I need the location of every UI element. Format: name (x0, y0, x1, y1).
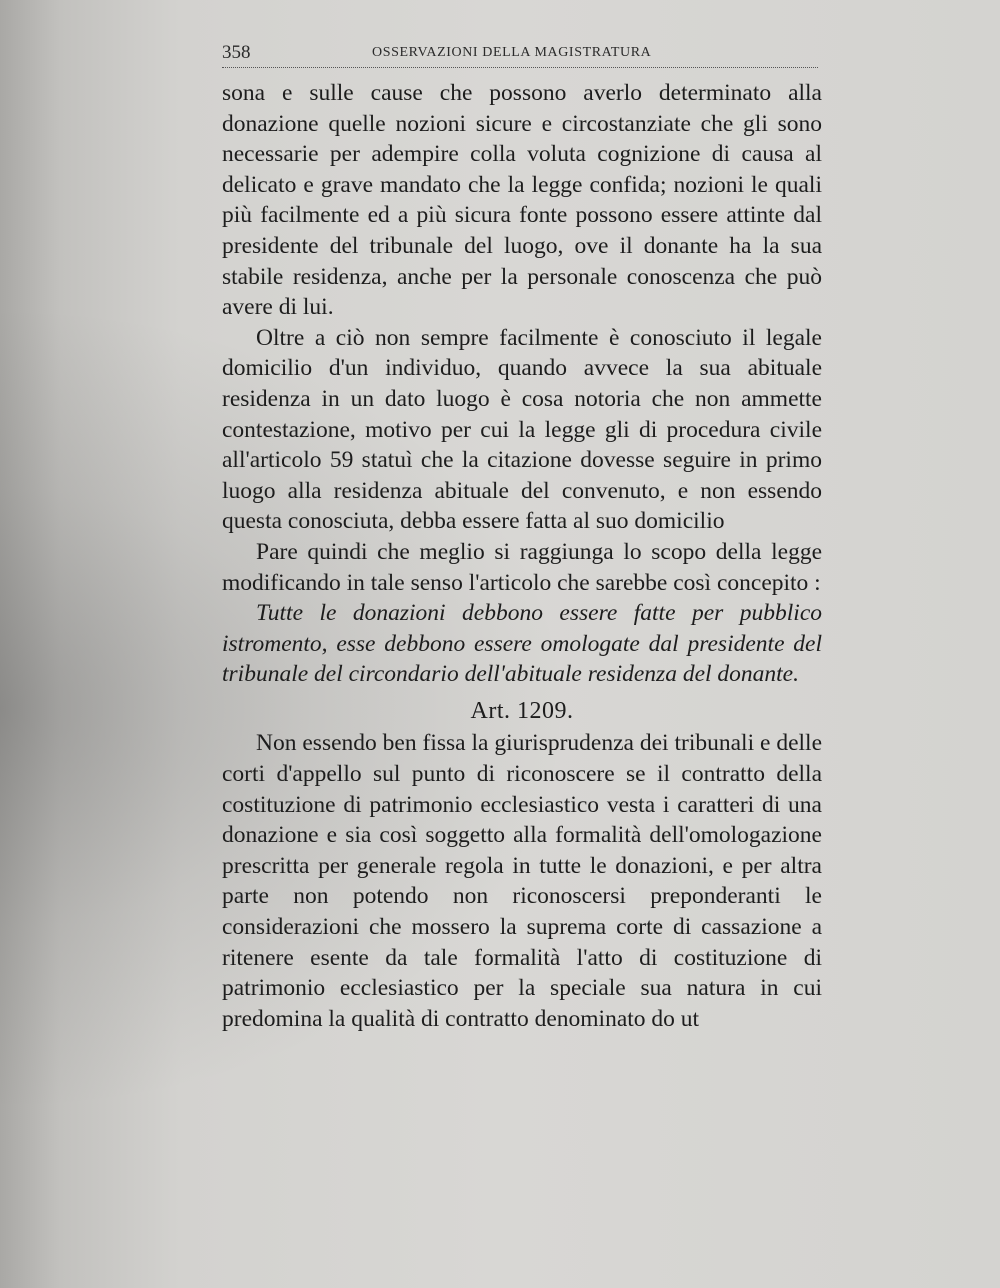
page-number: 358 (222, 42, 251, 63)
paragraph-continued: sona e sulle cause che possono averlo determinato alla donazione quelle nozioni sicure e circostanziate che gli sono necessarie per adempire colla voluta cognizione di causa al delicato e grave mandato che la legge confida; nozioni le quali più facilmente ed a più sicura fonte possono essere attinte dal presidente del tribunale del luogo, ove il donante ha la sua stabile residenza, anche per la personale conoscenza che può avere di lui. (222, 80, 822, 321)
paragraph: Non essendo ben fissa la giurisprudenza dei tribunali e delle corti d'appello sul punto di riconoscere se il contratto della costituzione di patrimonio ecclesiastico vesta i caratteri di una donazione e sia così soggetto alla formalità dell'omologazione prescritta per generale regola in tutte le donazioni, e per altra parte non potendo non riconoscersi preponderanti le considerazioni che mossero la suprema corte di cassazione a ritenere esente da tale formalità l'atto di costituzione di patrimonio ecclesiastico per la speciale sua natura in cui predomina la qualità di contratto denominato do ut (222, 730, 822, 1032)
article-heading: Art. 1209. (470, 697, 574, 724)
body-text (222, 78, 822, 1034)
paragraph: Oltre a ciò non sempre facilmente è conosciuto il legale domicilio d'un individuo, quando avvece la sua abituale residenza in un dato luogo è cosa notoria che non ammette contestazione, motivo per cui la legge gli di procedura civile all'articolo 59 statuì che la citazione dovesse seguire in primo luogo alla residenza abituale del convenuto, e non essendo questa conosciuta, debba essere fatta al suo domicilio (222, 324, 822, 535)
page-header (222, 42, 818, 64)
proposed-article-text: Tutte le donazioni debbono essere fatte per pubblico istromento, esse debbono essere omologate dal presidente del tribunale del circondario dell'abituale residenza del donante. (222, 600, 822, 688)
header-rule (222, 67, 818, 68)
paragraph: Pare quindi che meglio si raggiunga lo scopo della legge modificando in tale senso l'articolo che sarebbe così concepito : (222, 538, 822, 596)
running-head: OSSERVAZIONI DELLA MAGISTRATURA (372, 45, 652, 60)
